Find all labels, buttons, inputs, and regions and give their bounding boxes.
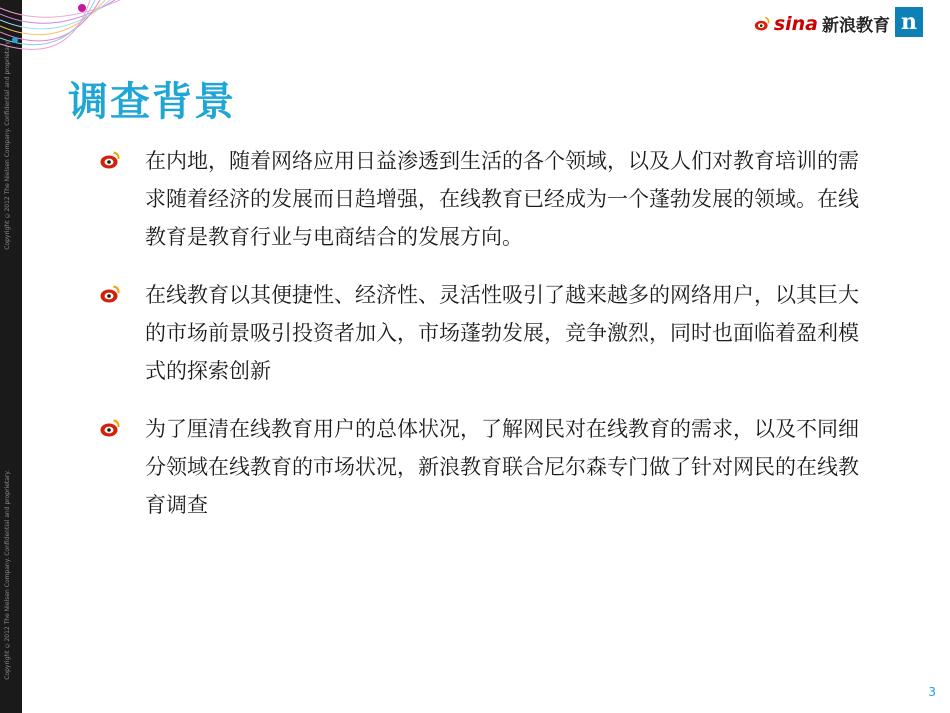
sina-eye-icon: [100, 419, 120, 437]
bullet-text: 在内地，随着网络应用日益渗透到生活的各个领域，以及人们对教育培训的需求随着经济的发展而日趋增强，在线教育已经成为一个蓬勃发展的领域。在线教育是教育行业与电商结合的发展方向。: [145, 149, 859, 249]
sina-education-wordmark: 新浪教育: [822, 16, 890, 36]
list-item: [100, 276, 890, 390]
decorative-lines: [0, 0, 120, 60]
sina-wordmark: sina: [773, 12, 818, 35]
bullet-list: [100, 142, 890, 544]
list-item: [100, 410, 890, 524]
sina-eye-icon: [100, 285, 120, 303]
page-number: 3: [928, 685, 936, 699]
deco-dot-magenta: [78, 4, 86, 12]
list-item: [100, 142, 890, 256]
side-bar: [0, 0, 22, 713]
copyright-text-top: Copyright ©2012 The Nielsen Company. Confidential and proprietary.: [4, 40, 11, 250]
deco-dot-blue: [12, 37, 18, 43]
sina-eye-icon: [754, 16, 770, 32]
copyright-text-bottom: Copyright ©2012 The Nielsen Company. Confidential and proprietary.: [4, 470, 11, 680]
bullet-text: 为了厘清在线教育用户的总体状况，了解网民对在线教育的需求，以及不同细分领域在线教育的市场状况，新浪教育联合尼尔森专门做了针对网民的在线教育调查: [145, 417, 859, 517]
sina-education-logo: [754, 11, 890, 36]
sina-eye-icon: [100, 151, 120, 169]
bullet-text: 在线教育以其便捷性、经济性、灵活性吸引了越来越多的网络用户，以其巨大的市场前景吸引投资者加入，市场蓬勃发展，竞争激烈，同时也面临着盈利模式的探索创新: [145, 283, 859, 383]
nielsen-logo-icon: n: [895, 7, 923, 37]
slide-title: 调查背景: [68, 79, 236, 125]
